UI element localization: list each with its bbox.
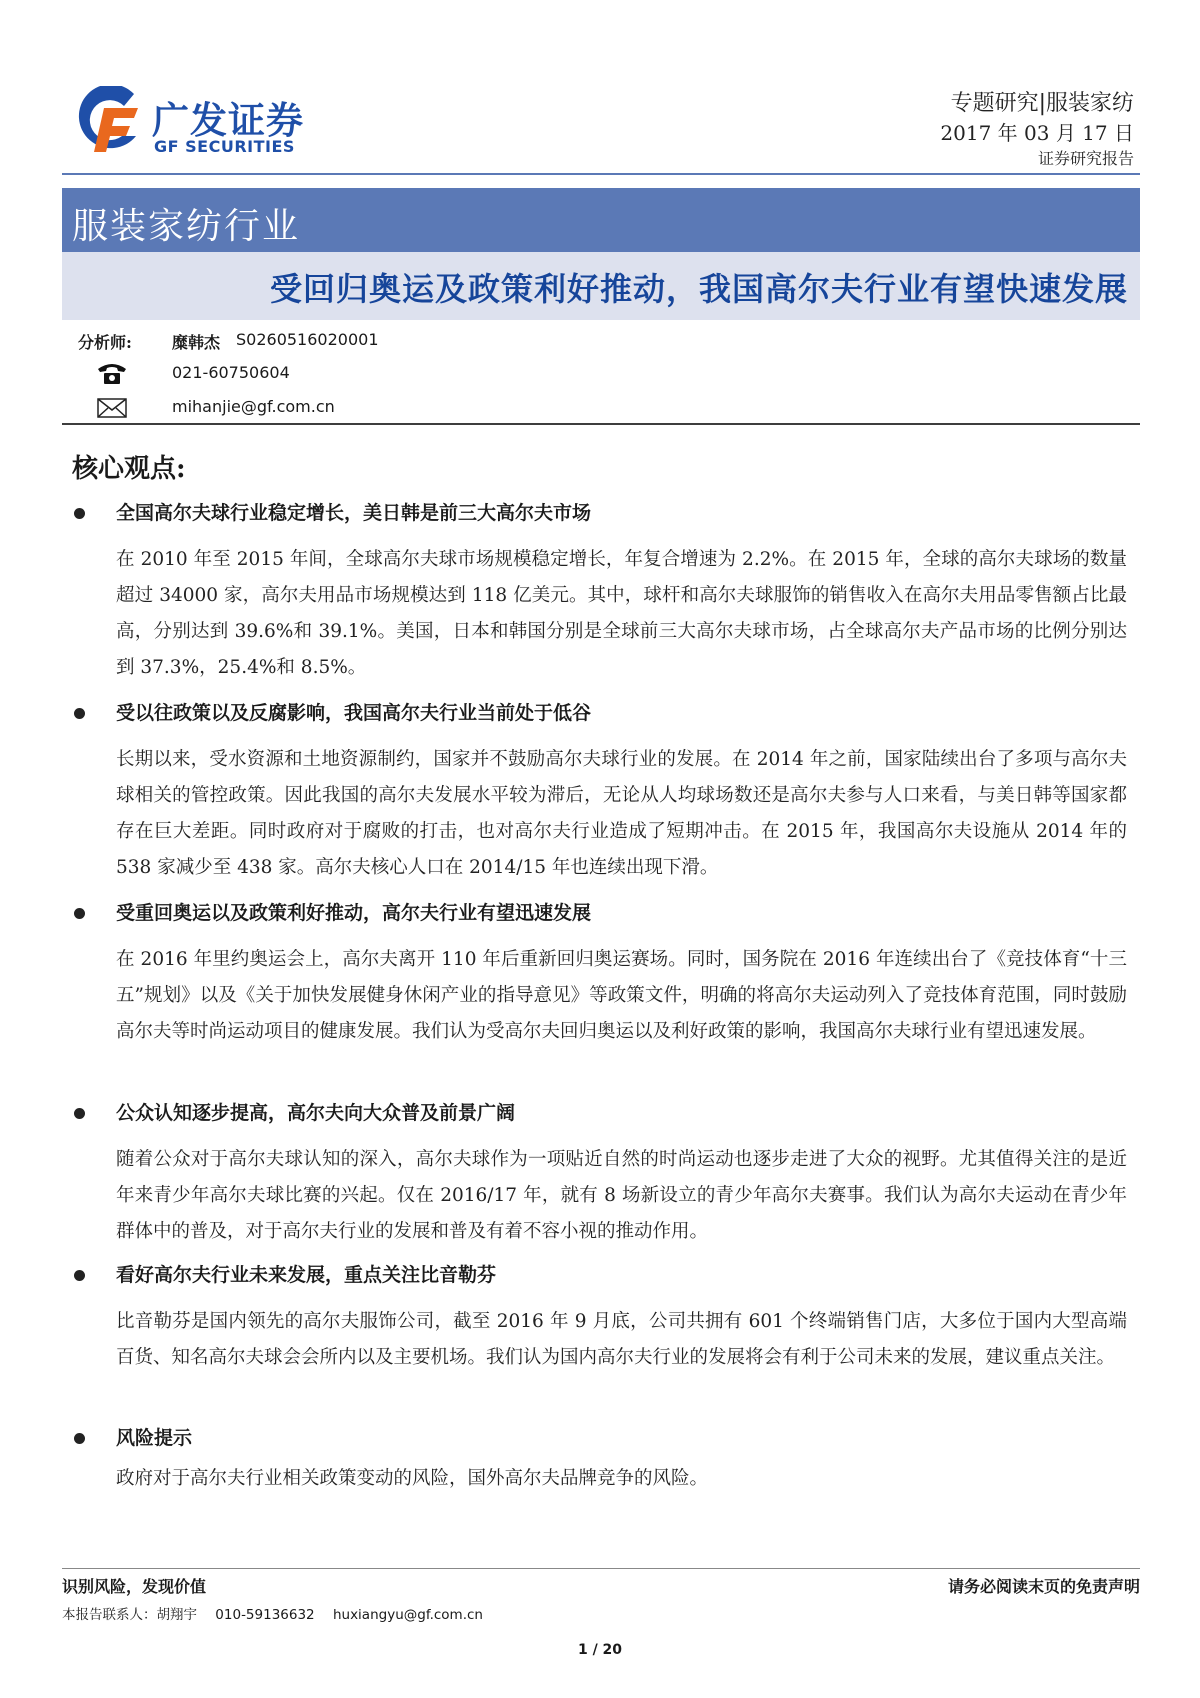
section-heading: 风险提示 <box>116 1427 193 1449</box>
footer-contact-phone: 010-59136632 <box>215 1607 315 1623</box>
bullet-icon <box>74 1270 85 1281</box>
analyst-email[interactable]: mihanjie@gf.com.cn <box>172 397 335 416</box>
page-number: 1 / 20 <box>577 1642 623 1658</box>
analyst-label: 分析师: <box>78 333 132 352</box>
headline-banner <box>62 252 1140 320</box>
gf-logo-icon <box>74 86 144 158</box>
section-public-awareness <box>72 1100 1127 1250</box>
section-heading: 看好高尔夫行业未来发展，重点关注比音勒芬 <box>116 1264 497 1286</box>
section-global-market <box>72 500 1127 686</box>
analyst-phone: 021-60750604 <box>172 363 290 382</box>
report-date: 2017 年 03 月 17 日 <box>940 121 1134 145</box>
section-body: 随着公众对于高尔夫球认知的深入，高尔夫球作为一项贴近自然的时尚运动也逐步走进了大众的视野。尤其值得关注的是近年来青少年高尔夫球比赛的兴起。仅在 2016/17 年，就有 8 场新设立的青少年高尔夫赛事。我们认为高尔夫运动在青少年群体中的普及，对于高尔夫行业的发展和普及有着不容小视的推动作用。 <box>116 1149 1127 1242</box>
section-body: 长期以来，受水资源和土地资源制约，国家并不鼓励高尔夫球行业的发展。在 2014 年之前，国家陆续出台了多项与高尔夫球相关的管控政策。因此我国的高尔夫发展水平较为滞后，无论从人均球场数还是高尔夫参与人口来看，与美日韩等国家都存在巨大差距。同时政府对于腐败的打击，也对高尔夫行业造成了短期冲击。在 2015 年，我国高尔夫设施从 2014 年的 538 家减少至 438 家。高尔夫核心人口在 2014/15 年也连续出现下滑。 <box>116 749 1127 878</box>
industry-banner <box>62 188 1140 252</box>
section-domestic-low <box>72 700 1127 886</box>
bullet-icon <box>74 708 85 719</box>
footer-disclaimer: 请务必阅读末页的免责声明 <box>947 1577 1140 1596</box>
report-headline: 受回归奥运及政策利好推动，我国高尔夫行业有望快速发展 <box>269 270 1128 308</box>
section-olympics-policy <box>72 900 1127 1050</box>
footer-contact <box>62 1603 497 1623</box>
envelope-icon <box>96 396 128 420</box>
bullet-icon <box>74 908 85 919</box>
section-body: 在 2010 年至 2015 年间，全球高尔夫球市场规模稳定增长，年复合增速为 2.2%。在 2015 年，全球的高尔夫球场的数量超过 34000 家，高尔夫用品市场规模达到 118 亿美元。其中，球杆和高尔夫球服饰的销售收入在高尔夫用品零售额占比最高，分别达到 39.6%和 39.1%。美国，日本和韩国分别是全球前三大高尔夫球市场，占全球高尔夫产品市场的比例分别达到 37.3%，25.4%和 8.5%。 <box>116 549 1127 678</box>
analyst-name: 糜韩杰 <box>172 333 221 352</box>
brand-logo <box>74 86 374 166</box>
section-heading: 受重回奥运以及政策利好推动，高尔夫行业有望迅速发展 <box>116 902 592 924</box>
header-divider <box>62 173 1140 175</box>
section-body: 比音勒芬是国内领先的高尔夫服饰公司，截至 2016 年 9 月底，公司共拥有 601 个终端销售门店，大多位于国内大型高端百货、知名高尔夫球会会所内以及主要机场。我们认为国内高尔夫行业的发展将会有利于公司未来的发展，建议重点关注。 <box>116 1311 1127 1368</box>
telephone-icon <box>96 361 128 385</box>
bullet-icon <box>74 508 85 519</box>
bullet-icon <box>74 1108 85 1119</box>
report-category: 专题研究|服装家纺 <box>950 91 1134 116</box>
section-risk <box>72 1425 1127 1497</box>
report-type: 证券研究报告 <box>1037 149 1134 168</box>
industry-title: 服装家纺行业 <box>72 206 301 247</box>
section-heading: 全国高尔夫球行业稳定增长，美日韩是前三大高尔夫市场 <box>116 502 592 524</box>
bullet-icon <box>74 1433 85 1444</box>
analyst-cert-number: S0260516020001 <box>236 330 379 349</box>
section-body: 在 2016 年里约奥运会上，高尔夫离开 110 年后重新回归奥运赛场。同时，国务院在 2016 年连续出台了《竞技体育“十三五”规划》以及《关于加快发展健身休闲产业的指导意见》等政策文件，明确的将高尔夫运动列入了竞技体育范围，同时鼓励高尔夫等时尚运动项目的健康发展。我们认为受高尔夫回归奥运以及利好政策的影响，我国高尔夫球行业有望迅速发展。 <box>116 949 1127 1042</box>
core-views-title: 核心观点: <box>72 454 186 484</box>
footer-divider <box>62 1568 1140 1569</box>
section-body: 政府对于高尔夫行业相关政策变动的风险，国外高尔夫品牌竞争的风险。 <box>116 1468 709 1489</box>
analyst-divider <box>62 423 1140 425</box>
section-heading: 公众认知逐步提高，高尔夫向大众普及前景广阔 <box>116 1102 516 1124</box>
section-heading: 受以往政策以及反腐影响，我国高尔夫行业当前处于低谷 <box>116 702 592 724</box>
footer-contact-email[interactable]: huxiangyu@gf.com.cn <box>332 1607 483 1623</box>
brand-name-cn: 广发证券 <box>152 99 304 142</box>
section-biemlfdlkk <box>72 1262 1127 1376</box>
footer-contact-label: 本报告联系人：胡翔宇 <box>62 1607 197 1623</box>
brand-name-en: GF SECURITIES <box>154 137 295 156</box>
footer-slogan: 识别风险，发现价值 <box>62 1577 207 1596</box>
